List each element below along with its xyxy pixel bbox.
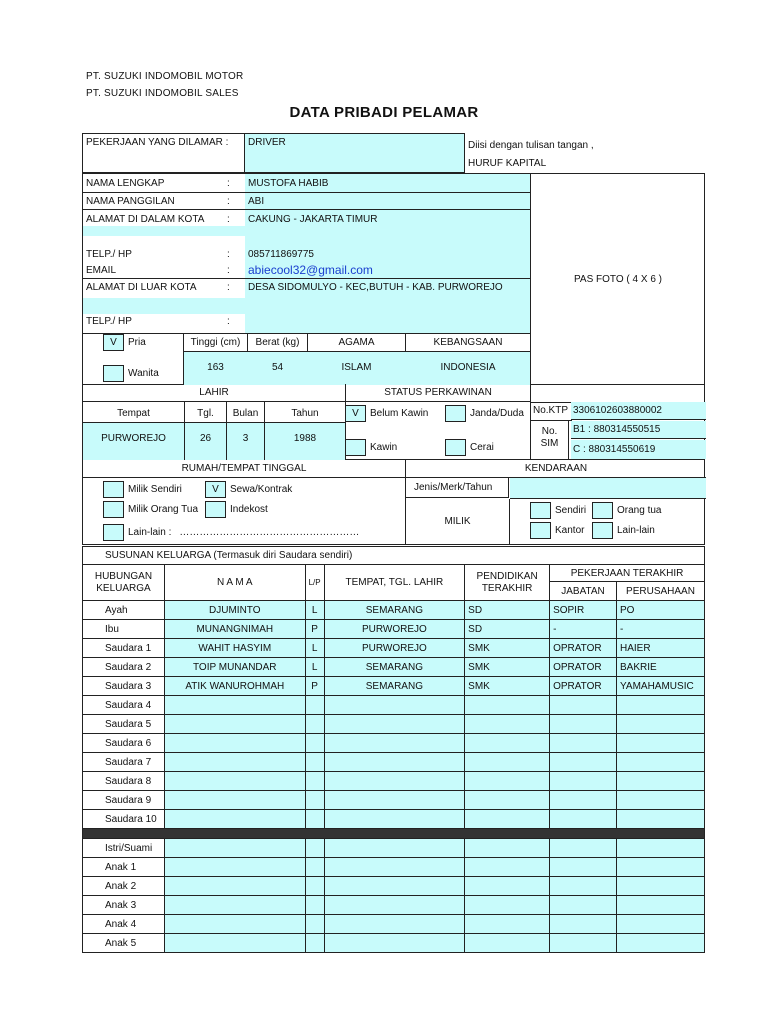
indekost-label: Indekost: [230, 504, 268, 515]
colon: :: [227, 282, 230, 293]
nama-field[interactable]: MUSTOFA HABIB: [248, 178, 329, 189]
family-education[interactable]: [465, 934, 550, 953]
family-education[interactable]: [465, 858, 550, 877]
family-gender[interactable]: [305, 772, 324, 791]
family-name[interactable]: [164, 810, 305, 829]
telp-field[interactable]: 085711869775: [248, 249, 314, 260]
family-table: [82, 546, 705, 953]
wanita-label: Wanita: [128, 368, 159, 379]
family-birth[interactable]: [324, 753, 465, 772]
family-jabatan[interactable]: [550, 839, 617, 858]
family-gender[interactable]: [305, 858, 324, 877]
family-birth[interactable]: SEMARANG: [324, 601, 465, 620]
family-birth[interactable]: [324, 772, 465, 791]
family-jabatan[interactable]: [550, 753, 617, 772]
family-name[interactable]: DJUMINTO: [164, 601, 305, 620]
family-gender[interactable]: P: [305, 677, 324, 696]
family-jabatan[interactable]: [550, 772, 617, 791]
family-jabatan[interactable]: [550, 934, 617, 953]
alamat-luar-label: ALAMAT DI LUAR KOTA: [86, 282, 197, 293]
family-relation: Saudara 8: [83, 772, 165, 791]
kend-sendiri-label: Sendiri: [555, 505, 587, 516]
family-jabatan[interactable]: [550, 791, 617, 810]
family-gender[interactable]: L: [305, 658, 324, 677]
colon: :: [227, 214, 230, 225]
family-relation: Anak 4: [83, 915, 165, 934]
milik-ortu-label: Milik Orang Tua: [128, 504, 199, 515]
family-jabatan[interactable]: [550, 915, 617, 934]
job-label: PEKERJAAN YANG DILAMAR :: [83, 134, 245, 173]
family-gender[interactable]: [305, 734, 324, 753]
family-name[interactable]: [164, 896, 305, 915]
pend-header-1: PENDIDIKAN: [476, 570, 538, 582]
family-name[interactable]: [164, 753, 305, 772]
separator: [83, 829, 705, 839]
wanita-checkbox[interactable]: [103, 365, 124, 382]
family-birth[interactable]: [324, 734, 465, 753]
family-birth[interactable]: [324, 877, 465, 896]
family-gender[interactable]: L: [305, 601, 324, 620]
family-relation: Saudara 10: [83, 810, 165, 829]
janda-duda-label: Janda/Duda: [470, 408, 524, 419]
family-jabatan[interactable]: SOPIR: [550, 601, 617, 620]
table-row: [83, 772, 705, 791]
lahir-block: [82, 384, 705, 460]
table-row: [83, 601, 705, 620]
kebangsaan-label: KEBANGSAAN: [433, 337, 503, 348]
family-perusahaan[interactable]: HAIER: [616, 639, 704, 658]
hub-header-2: KELUARGA: [96, 582, 151, 594]
family-gender[interactable]: [305, 839, 324, 858]
job-note-1: Diisi dengan tulisan tangan ,: [468, 139, 594, 151]
family-relation: Saudara 9: [83, 791, 165, 810]
table-row: [83, 734, 705, 753]
family-name[interactable]: ATIK WANUROHMAH: [164, 677, 305, 696]
table-row: [83, 791, 705, 810]
family-relation: Istri/Suami: [83, 839, 165, 858]
family-gender[interactable]: P: [305, 620, 324, 639]
family-name[interactable]: [164, 858, 305, 877]
kerja-header: PEKERJAAN TERAKHIR: [550, 565, 705, 582]
ttl-header: TEMPAT, TGL. LAHIR: [324, 565, 465, 601]
family-birth[interactable]: SEMARANG: [324, 658, 465, 677]
family-education[interactable]: [465, 734, 550, 753]
tahun-label: Tahun: [291, 408, 319, 419]
family-birth[interactable]: [324, 839, 465, 858]
jabatan-header: JABATAN: [550, 582, 617, 601]
family-gender[interactable]: [305, 915, 324, 934]
family-perusahaan[interactable]: PO: [616, 601, 704, 620]
job-table: [82, 133, 705, 173]
family-education[interactable]: [465, 810, 550, 829]
family-birth[interactable]: [324, 915, 465, 934]
family-gender[interactable]: [305, 696, 324, 715]
family-name[interactable]: MUNANGNIMAH: [164, 620, 305, 639]
family-birth[interactable]: [324, 810, 465, 829]
family-name[interactable]: [164, 877, 305, 896]
family-birth[interactable]: PURWOREJO: [324, 639, 465, 658]
nama-label: NAMA LENGKAP: [86, 178, 165, 189]
family-birth[interactable]: [324, 858, 465, 877]
table-row: [83, 858, 705, 877]
table-row: [83, 639, 705, 658]
family-name[interactable]: [164, 715, 305, 734]
family-perusahaan[interactable]: [616, 810, 704, 829]
lp-header: L/P: [305, 565, 324, 601]
family-jabatan[interactable]: OPRATOR: [550, 639, 617, 658]
bulan-label: Bulan: [232, 408, 259, 419]
family-education[interactable]: SD: [465, 601, 550, 620]
table-row: [83, 839, 705, 858]
family-relation: Anak 3: [83, 896, 165, 915]
janda-duda-checkbox[interactable]: [445, 405, 466, 422]
family-perusahaan[interactable]: [616, 715, 704, 734]
kendaraan-label: KENDARAAN: [406, 460, 706, 478]
kend-lain-checkbox[interactable]: [592, 522, 613, 539]
family-name[interactable]: [164, 934, 305, 953]
family-gender[interactable]: [305, 791, 324, 810]
family-jabatan[interactable]: OPRATOR: [550, 658, 617, 677]
jenis-label: Jenis/Merk/Tahun: [406, 478, 509, 498]
family-jabatan[interactable]: [550, 734, 617, 753]
milik-label: MILIK: [406, 499, 510, 545]
family-education[interactable]: [465, 839, 550, 858]
family-gender[interactable]: [305, 810, 324, 829]
table-row: [83, 896, 705, 915]
tinggi-field[interactable]: 163: [207, 362, 224, 373]
lain-label: Lain-lain :: [128, 527, 172, 538]
family-gender[interactable]: [305, 934, 324, 953]
bulan-field[interactable]: 3: [242, 433, 249, 444]
family-jabatan[interactable]: [550, 896, 617, 915]
ktp-field[interactable]: 3306102603880002: [571, 402, 706, 420]
family-education[interactable]: [465, 696, 550, 715]
family-gender[interactable]: [305, 715, 324, 734]
alamat-luar-field[interactable]: DESA SIDOMULYO - KEC,BUTUH - KAB. PURWOREJO: [248, 282, 503, 293]
family-perusahaan[interactable]: [616, 839, 704, 858]
table-row: [83, 934, 705, 953]
alamat-label: ALAMAT DI DALAM KOTA: [86, 214, 205, 225]
tempat-field[interactable]: PURWOREJO: [101, 433, 166, 444]
family-name[interactable]: [164, 839, 305, 858]
company-name-2: PT. SUZUKI INDOMOBIL SALES: [86, 88, 239, 99]
table-row: [83, 658, 705, 677]
family-relation: Ayah: [83, 601, 165, 620]
page-title: DATA PRIBADI PELAMAR: [289, 104, 479, 121]
table-row: [83, 677, 705, 696]
family-jabatan[interactable]: [550, 696, 617, 715]
tahun-field[interactable]: 1988: [293, 433, 317, 444]
pria-checkbox[interactable]: V: [103, 334, 124, 351]
email-label: EMAIL: [86, 265, 117, 276]
cerai-label: Cerai: [470, 442, 494, 453]
company-name-1: PT. SUZUKI INDOMOBIL MOTOR: [86, 71, 244, 82]
family-education[interactable]: SMK: [465, 658, 550, 677]
email-field[interactable]: abiecool32@gmail.com: [248, 263, 373, 277]
family-gender[interactable]: L: [305, 639, 324, 658]
kend-lain-label: Lain-lain: [617, 525, 655, 536]
table-row: [83, 753, 705, 772]
photo-placeholder: PAS FOTO ( 4 X 6 ): [574, 273, 662, 285]
family-relation: Anak 1: [83, 858, 165, 877]
kend-ortu-checkbox[interactable]: [592, 502, 613, 519]
family-perusahaan[interactable]: [616, 696, 704, 715]
kend-ortu-label: Orang tua: [617, 505, 662, 516]
family-birth[interactable]: [324, 934, 465, 953]
family-name[interactable]: [164, 696, 305, 715]
family-perusahaan[interactable]: [616, 791, 704, 810]
family-relation: Saudara 5: [83, 715, 165, 734]
rumah-block: [82, 460, 705, 545]
family-jabatan[interactable]: [550, 810, 617, 829]
pria-label: Pria: [128, 337, 146, 348]
family-relation: Saudara 1: [83, 639, 165, 658]
family-education[interactable]: SD: [465, 620, 550, 639]
family-birth[interactable]: PURWOREJO: [324, 620, 465, 639]
lain-dots[interactable]: ………………………………………………: [179, 527, 360, 538]
panggilan-field[interactable]: ABI: [248, 196, 265, 207]
family-education[interactable]: [465, 896, 550, 915]
family-name[interactable]: WAHIT HASYIM: [164, 639, 305, 658]
colon: :: [227, 316, 230, 327]
pend-header-2: TERAKHIR: [481, 582, 533, 594]
family-relation: Anak 5: [83, 934, 165, 953]
personal-block: [82, 173, 705, 385]
family-jabatan[interactable]: OPRATOR: [550, 677, 617, 696]
table-row: [83, 915, 705, 934]
berat-label: Berat (kg): [255, 337, 300, 348]
family-gender[interactable]: [305, 896, 324, 915]
sim-b1-field[interactable]: B1 : 880314550515: [571, 421, 706, 439]
family-gender[interactable]: [305, 877, 324, 896]
job-note-2: HURUF KAPITAL: [468, 157, 547, 169]
family-birth[interactable]: SEMARANG: [324, 677, 465, 696]
belum-kawin-checkbox[interactable]: V: [345, 405, 366, 422]
tempat-label: Tempat: [117, 408, 150, 419]
table-row: [83, 877, 705, 896]
family-jabatan[interactable]: [550, 877, 617, 896]
family-perusahaan[interactable]: [616, 915, 704, 934]
family-perusahaan[interactable]: [616, 858, 704, 877]
family-education[interactable]: [465, 772, 550, 791]
family-education[interactable]: SMK: [465, 677, 550, 696]
tgl-label: Tgl.: [197, 408, 214, 419]
nama-header: N A M A: [164, 565, 305, 601]
family-perusahaan[interactable]: YAMAHAMUSIC: [616, 677, 704, 696]
family-perusahaan[interactable]: -: [616, 620, 704, 639]
agama-label: AGAMA: [338, 337, 375, 348]
sewa-checkbox[interactable]: V: [205, 481, 226, 498]
colon: :: [227, 265, 230, 276]
family-relation: Ibu: [83, 620, 165, 639]
telp2-label: TELP./ HP: [86, 316, 132, 327]
berat-field[interactable]: 54: [271, 362, 284, 373]
table-row: [83, 810, 705, 829]
table-row: [83, 715, 705, 734]
family-perusahaan[interactable]: [616, 753, 704, 772]
panggilan-label: NAMA PANGGILAN: [86, 196, 175, 207]
job-field[interactable]: DRIVER: [245, 134, 465, 173]
ktp-label: No.KTP: [531, 402, 572, 421]
kend-kantor-checkbox[interactable]: [530, 522, 551, 539]
family-birth[interactable]: [324, 896, 465, 915]
family-education[interactable]: SMK: [465, 639, 550, 658]
family-name[interactable]: [164, 772, 305, 791]
family-name[interactable]: [164, 791, 305, 810]
family-relation: Saudara 4: [83, 696, 165, 715]
family-birth[interactable]: [324, 715, 465, 734]
family-relation: Saudara 2: [83, 658, 165, 677]
lahir-label: LAHIR: [83, 384, 345, 402]
table-row: [83, 620, 705, 639]
hub-header-1: HUBUNGAN: [94, 570, 153, 582]
perusahaan-header: PERUSAHAAN: [616, 582, 704, 601]
sim-label-2: SIM: [540, 438, 559, 449]
family-education[interactable]: [465, 915, 550, 934]
indekost-checkbox[interactable]: [205, 501, 226, 518]
milik-sendiri-label: Milik Sendiri: [128, 484, 182, 495]
family-perusahaan[interactable]: [616, 734, 704, 753]
family-perusahaan[interactable]: [616, 896, 704, 915]
kebangsaan-field[interactable]: INDONESIA: [440, 362, 496, 373]
family-education[interactable]: [465, 791, 550, 810]
family-relation: Saudara 6: [83, 734, 165, 753]
family-education[interactable]: [465, 753, 550, 772]
rumah-label: RUMAH/TEMPAT TINGGAL: [83, 460, 406, 478]
family-relation: Saudara 7: [83, 753, 165, 772]
family-jabatan[interactable]: [550, 715, 617, 734]
alamat-field[interactable]: CAKUNG - JAKARTA TIMUR: [248, 214, 378, 225]
belum-kawin-label: Belum Kawin: [370, 408, 429, 419]
table-row: [83, 696, 705, 715]
family-birth[interactable]: [324, 696, 465, 715]
family-birth[interactable]: [324, 791, 465, 810]
family-education[interactable]: [465, 877, 550, 896]
kend-kantor-label: Kantor: [555, 525, 585, 536]
kawin-label: Kawin: [370, 442, 398, 453]
milik-sendiri-checkbox[interactable]: [103, 481, 124, 498]
family-perusahaan[interactable]: [616, 877, 704, 896]
family-perusahaan[interactable]: BAKRIE: [616, 658, 704, 677]
family-relation: Saudara 3: [83, 677, 165, 696]
family-jabatan[interactable]: [550, 858, 617, 877]
sim-label-1: No.: [541, 426, 558, 437]
sewa-label: Sewa/Kontrak: [230, 484, 293, 495]
cerai-checkbox[interactable]: [445, 439, 466, 456]
tinggi-label: Tinggi (cm): [190, 337, 241, 348]
jenis-field[interactable]: [510, 478, 706, 499]
family-name[interactable]: [164, 915, 305, 934]
colon: :: [227, 196, 230, 207]
family-title: SUSUNAN KELUARGA (Termasuk diri Saudara sendiri): [83, 547, 705, 565]
family-relation: Anak 2: [83, 877, 165, 896]
agama-field[interactable]: ISLAM: [341, 362, 372, 373]
status-label: STATUS PERKAWINAN: [346, 384, 530, 402]
kend-sendiri-checkbox[interactable]: [530, 502, 551, 519]
tgl-field[interactable]: 26: [199, 433, 212, 444]
family-education[interactable]: [465, 715, 550, 734]
milik-ortu-checkbox[interactable]: [103, 501, 124, 518]
telp-label: TELP./ HP: [86, 249, 132, 260]
family-gender[interactable]: [305, 753, 324, 772]
lain-checkbox[interactable]: [103, 524, 124, 541]
colon: :: [227, 249, 230, 260]
colon: :: [227, 178, 230, 189]
family-perusahaan[interactable]: [616, 934, 704, 953]
family-perusahaan[interactable]: [616, 772, 704, 791]
family-jabatan[interactable]: -: [550, 620, 617, 639]
family-name[interactable]: [164, 734, 305, 753]
family-name[interactable]: TOIP MUNANDAR: [164, 658, 305, 677]
sim-c-field[interactable]: C : 880314550619: [571, 440, 706, 459]
kawin-checkbox[interactable]: [345, 439, 366, 456]
